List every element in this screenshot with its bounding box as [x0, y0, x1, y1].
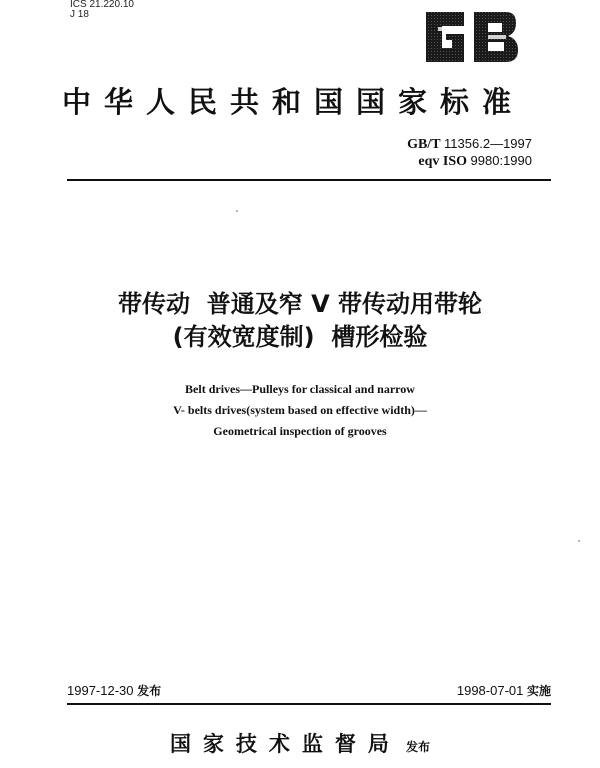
issuer-name: 国家技术监督局: [169, 731, 401, 756]
standard-number-value: 11356.2—1997: [444, 136, 532, 151]
issuer-line: [0, 728, 600, 758]
equivalence-label: eqv ISO: [418, 154, 468, 169]
issue-date-group: [67, 683, 161, 699]
top-divider: [67, 179, 551, 181]
scan-speck: [236, 210, 238, 212]
title-english-line-2: V- belts drives(system based on effective width)—: [173, 403, 427, 417]
title-chinese-line-1: 带传动 普通及窄 V 带传动用带轮: [118, 290, 482, 318]
ics-line: ICS 21.220.10: [70, 0, 134, 10]
standard-number-block: [370, 136, 532, 170]
scan-speck: [578, 540, 580, 542]
issuer-suffix: 发布: [406, 740, 431, 754]
title-english-line-1: Belt drives—Pulleys for classical and narrow: [185, 382, 415, 396]
title-english-line-3: Geometrical inspection of grooves: [213, 424, 387, 438]
classification-code: J 18: [70, 9, 89, 20]
standard-number-label: GB/T: [407, 137, 441, 152]
issue-date-suffix: 发布: [137, 684, 162, 698]
title-english: [40, 379, 560, 442]
equivalence-value: 9980:1990: [470, 153, 532, 168]
equivalence-line: [370, 153, 532, 170]
ics-code-block: [70, 0, 134, 20]
standard-number-line: [370, 136, 532, 153]
issue-date: 1997-12-30: [67, 683, 134, 698]
bottom-divider: [67, 703, 551, 705]
implementation-date-suffix: 实施: [526, 684, 551, 698]
logo-letter-g: [426, 12, 464, 62]
title-chinese: [40, 288, 560, 354]
gb-logo: [418, 8, 522, 66]
implementation-date: 1998-07-01: [456, 683, 524, 698]
implementation-date-group: [457, 683, 551, 699]
standard-title: 中华人民共和国国家标准: [62, 85, 525, 119]
title-chinese-line-2: (有效宽度制) 槽形检验: [172, 323, 428, 351]
